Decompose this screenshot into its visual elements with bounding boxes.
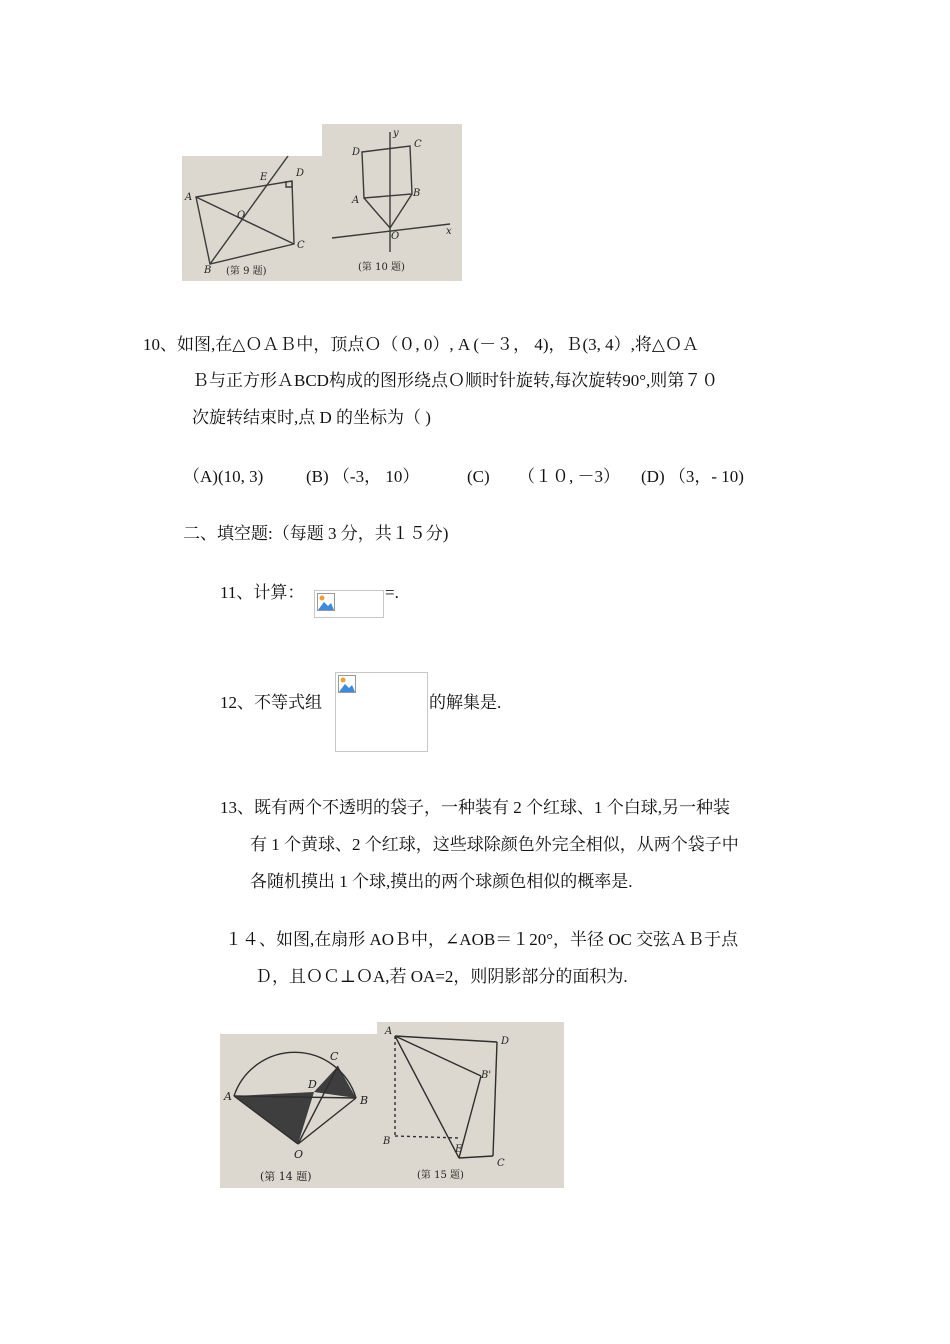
broken-image-icon — [317, 593, 335, 611]
fig10-label-y: y — [393, 128, 399, 139]
fig14-label-d: D — [308, 1078, 317, 1091]
q10-option-c-value: （１０, －3） — [518, 467, 620, 486]
q10-line-2: Ｂ与正方形ＡBCD构成的图形绕点Ｏ顺时针旋转,每次旋转90°,则第７０ — [192, 371, 719, 390]
fig14-label-o: O — [294, 1148, 304, 1161]
fig10-label-c: C — [414, 139, 422, 150]
q13-line-3: 各随机摸出 1 个球,摸出的两个球颜色相似的概率是. — [250, 872, 633, 891]
q11-prefix: 11、计算： — [220, 583, 305, 602]
q12-prefix: 12、不等式组 — [220, 693, 322, 712]
figure-14 — [220, 1034, 377, 1188]
fig9-label-a: A — [185, 192, 193, 203]
figure-9 — [182, 156, 322, 281]
q11-suffix: =. — [385, 583, 399, 602]
fig15-label-d: D — [501, 1036, 510, 1047]
fig15-label-b-prime: B' — [481, 1070, 492, 1081]
figure-15 — [377, 1022, 564, 1188]
section-2-title: 二、填空题:（每题 3 分，共１５分) — [183, 524, 449, 543]
q14-line-2: Ｄ，且ＯＣ⊥ＯA,若 OA=2，则阴影部分的面积为. — [255, 967, 628, 986]
fig9-label-c: C — [297, 240, 305, 251]
fig14-label-a: A — [224, 1090, 232, 1103]
fig10-caption: (第 10 题) — [358, 262, 405, 273]
fig15-label-c: C — [497, 1158, 505, 1169]
fig10-label-d: D — [352, 147, 361, 158]
fig15-label-b: B — [383, 1136, 391, 1147]
q14-line-1: １４、如图,在扇形 AOＢ中，∠AOB＝１20°，半径 OC 交弦ＡＢ于点 — [225, 930, 739, 949]
fig15-caption: (第 15 题) — [417, 1170, 464, 1181]
q10-option-b: (B) （-3， 10） — [306, 467, 420, 486]
fig9-label-e: E — [260, 172, 268, 183]
q13-line-1: 13、既有两个不透明的袋子，一种装有 2 个红球、1 个白球,另一种装 — [220, 798, 730, 817]
figure-10 — [322, 124, 462, 281]
broken-image-icon — [338, 675, 356, 693]
q12-inequality-image — [335, 672, 428, 752]
q10-option-a: （A)(10, 3) — [183, 467, 264, 486]
q10-line-1: 10、如图,在△ＯＡＢ中，顶点Ｏ（０, 0）, A (－３， 4)，Ｂ(3, 4）,将△ＯＡ — [143, 335, 699, 354]
fig14-caption: (第 14 题) — [260, 1170, 312, 1183]
fig14-label-c: C — [330, 1050, 339, 1063]
fig10-label-a: A — [352, 195, 360, 206]
fig15-label-a: A — [385, 1026, 393, 1037]
fig10-label-x: x — [446, 226, 452, 237]
q11-formula-image — [314, 590, 384, 618]
fig14-label-b: B — [360, 1094, 369, 1107]
fig9-label-b: B — [204, 265, 212, 276]
fig10-label-o: O — [391, 231, 400, 242]
fig9-caption: (第 9 题) — [226, 266, 267, 277]
fig9-label-d: D — [296, 168, 305, 179]
q10-option-c: (C) — [467, 467, 490, 486]
q13-line-2: 有 1 个黄球、2 个红球，这些球除颜色外完全相似，从两个袋子中 — [250, 835, 739, 854]
fig10-label-b: B — [413, 188, 421, 199]
fig15-label-e: E — [455, 1144, 463, 1155]
q10-line-3: 次旋转结束时,点 D 的坐标为（ ) — [192, 408, 431, 427]
fig9-label-o: O — [237, 210, 246, 221]
q10-option-d: (D) （3，- 10) — [641, 467, 744, 486]
q12-suffix: 的解集是. — [429, 693, 502, 712]
